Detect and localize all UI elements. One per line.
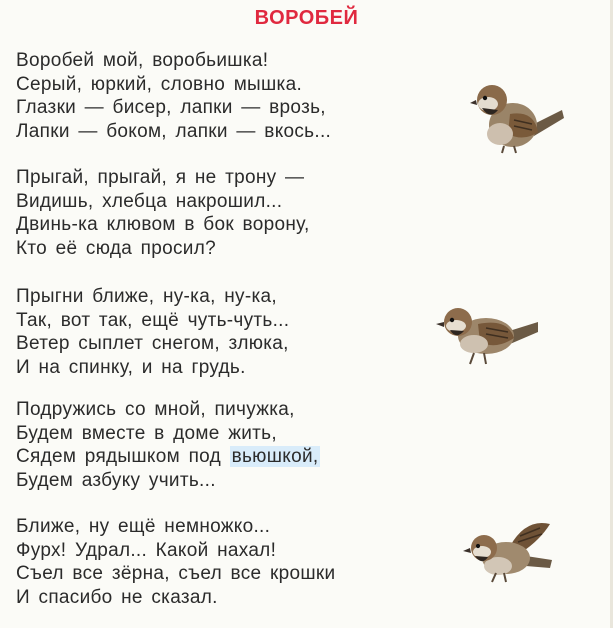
- poem-line: Лапки — боком, лапки — вкось...: [16, 120, 332, 142]
- poem-line: Прыгай, прыгай, я не трону —: [16, 167, 305, 188]
- poem-line: Двинь-ка клювом в бок ворону,: [16, 214, 310, 235]
- poem-line: Будем вместе в доме жить,: [16, 422, 277, 444]
- poem-line: Съел все зёрна, съел все крошки: [16, 563, 336, 584]
- highlighted-word[interactable]: вьюшкой,: [231, 446, 319, 467]
- stanza-3: [16, 285, 289, 379]
- poem-line: Ветер сыплет снегом, злюка,: [16, 333, 289, 354]
- stanza-1: [16, 49, 331, 143]
- stanza-5: [16, 515, 335, 609]
- stanza-2: [16, 166, 310, 260]
- poem-line: И спасибо не сказал.: [16, 586, 218, 608]
- poem-line: Ближе, ну ещё немножко...: [16, 516, 271, 537]
- sparrow-icon: [434, 298, 542, 370]
- poem-line: Прыгни ближе, ну-ка, ну-ка,: [16, 286, 277, 307]
- poem-line: Глазки — бисер, лапки — врозь,: [16, 97, 326, 118]
- poem-line: Будем азбуку учить...: [16, 469, 216, 491]
- poem-line: [16, 445, 320, 469]
- poem-line: Так, вот так, ещё чуть-чуть...: [16, 309, 290, 331]
- stanza-4: [16, 398, 320, 492]
- poem-line: Серый, юркий, словно мышка.: [16, 73, 303, 95]
- poem-line: Подружись со мной, пичужка,: [16, 399, 295, 420]
- sparrow-icon: [460, 516, 560, 588]
- poem-line-text: Сядем рядышком под: [16, 446, 221, 467]
- poem-line: Воробей мой, воробьишка!: [16, 50, 269, 71]
- poem-line: Видишь, хлебца накрошил...: [16, 190, 283, 212]
- poem-line: И на спинку, и на грудь.: [16, 356, 246, 378]
- poem-title: ВОРОБЕЙ: [254, 7, 359, 29]
- poem-line: Фурх! Удрал... Какой нахал!: [16, 539, 277, 561]
- poem-line: Кто её сюда просил?: [16, 237, 216, 259]
- sparrow-icon: [468, 80, 568, 155]
